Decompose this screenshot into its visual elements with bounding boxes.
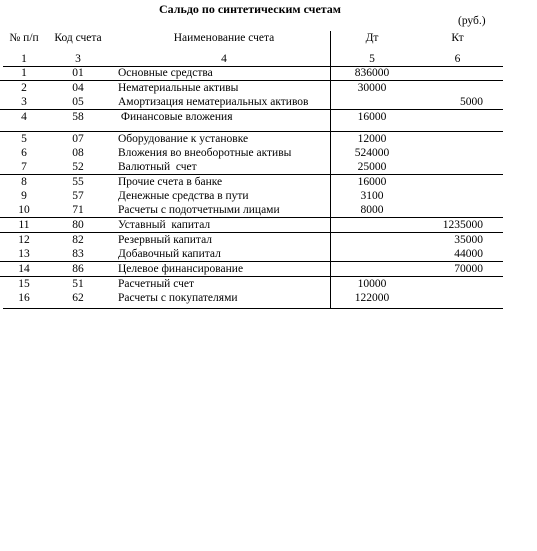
table-header-row: [0, 31, 503, 45]
cell-code: 57: [72, 190, 84, 202]
table-row: [0, 189, 503, 203]
cell-name: Расчетный счет: [118, 278, 194, 290]
cell-code: 51: [72, 278, 84, 290]
cell-n: 12: [18, 234, 30, 246]
cell-dt: 16000: [357, 176, 387, 188]
cell-code: 52: [72, 161, 84, 173]
table-row: [0, 247, 503, 261]
page-title: Сальдо по синтетическим счетам: [159, 2, 341, 16]
unit-label: (руб.): [458, 15, 486, 27]
cell-n: 6: [21, 147, 27, 159]
cell-code: 58: [72, 111, 84, 123]
cell-kt: 44000: [454, 248, 483, 260]
cell-dt: 122000: [354, 292, 390, 304]
cell-name: Резервный капитал: [118, 234, 213, 246]
cell-n: 2: [21, 82, 27, 94]
cell-n: 4: [21, 111, 27, 123]
cell-name: Расчеты с подотчетными лицами: [118, 204, 280, 216]
cell-name: Основные средства: [118, 67, 213, 79]
column-number-row: [0, 52, 503, 66]
table-row: [0, 174, 503, 189]
table-row: [0, 95, 503, 109]
cell-name: Оборудование к установке: [118, 133, 249, 145]
cell-code: 83: [72, 248, 84, 260]
cell-name: Вложения во внеоборотные активы: [118, 147, 292, 159]
cell-kt: 5000: [460, 96, 483, 108]
table-bottom-rule: [3, 308, 503, 309]
cell-n: 15: [18, 278, 30, 290]
cell-code: 05: [72, 96, 84, 108]
cell-code: 86: [72, 263, 84, 275]
cell-name: Денежные средства в пути: [118, 190, 249, 202]
header-n: № п/п: [9, 32, 39, 44]
table-row: [0, 291, 503, 305]
header-name: Наименование счета: [173, 32, 275, 44]
table-row: [0, 66, 503, 80]
cell-dt: 3100: [360, 190, 384, 202]
header-code: Код счета: [54, 32, 102, 44]
table-row: [0, 261, 503, 276]
table-row: [0, 203, 503, 217]
cell-name: Добавочный капитал: [118, 248, 221, 260]
table-row: [0, 131, 503, 146]
cell-dt: 524000: [354, 147, 390, 159]
cell-kt: 70000: [454, 263, 483, 275]
cell-n: 9: [21, 190, 27, 202]
cell-code: 80: [72, 219, 84, 231]
cell-code: 82: [72, 234, 84, 246]
cell-name: Прочие счета в банке: [118, 176, 223, 188]
table-body: [0, 66, 503, 305]
cell-n: 13: [18, 248, 30, 260]
cell-n: 5: [21, 133, 27, 145]
colnum-4: 4: [221, 53, 227, 65]
cell-code: 71: [72, 204, 84, 216]
cell-dt: 10000: [357, 278, 387, 290]
cell-code: 01: [72, 67, 84, 79]
table-row: [0, 160, 503, 174]
cell-name: Целевое финансирование: [118, 263, 244, 275]
table-row: [0, 276, 503, 291]
colnum-5: 5: [369, 53, 375, 65]
cell-dt: 16000: [357, 111, 387, 123]
cell-code: 08: [72, 147, 84, 159]
table-row: [0, 217, 503, 232]
header-kt: Кт: [451, 32, 464, 44]
cell-dt: 25000: [357, 161, 387, 173]
cell-dt: 836000: [354, 67, 390, 79]
cell-name: Финансовые вложения: [118, 111, 233, 123]
colnum-1: 1: [21, 53, 27, 65]
cell-kt: 35000: [454, 234, 483, 246]
cell-n: 8: [21, 176, 27, 188]
cell-dt: 30000: [357, 82, 387, 94]
cell-dt: 8000: [360, 204, 384, 216]
cell-n: 7: [21, 161, 27, 173]
cell-name: Уставный капитал: [118, 219, 211, 231]
cell-n: 1: [21, 67, 27, 79]
cell-name: Валютный счет: [118, 161, 197, 173]
table-row: [0, 146, 503, 160]
cell-n: 14: [18, 263, 30, 275]
cell-name: Амортизация нематериальных активов: [118, 96, 309, 108]
cell-code: 55: [72, 176, 84, 188]
cell-n: 11: [18, 219, 30, 231]
table-row: [0, 232, 503, 247]
cell-name: Расчеты с покупателями: [118, 292, 238, 304]
cell-name: Нематериальные активы: [118, 82, 239, 94]
cell-kt: 1235000: [442, 219, 483, 231]
cell-n: 3: [21, 96, 27, 108]
cell-dt: 12000: [357, 133, 387, 145]
cell-n: 10: [18, 204, 30, 216]
cell-code: 04: [72, 82, 84, 94]
table-row: [0, 80, 503, 95]
colnum-6: 6: [454, 53, 461, 65]
colnum-3: 3: [75, 53, 81, 65]
table-row: [0, 109, 503, 131]
header-dt: Дт: [365, 32, 379, 44]
cell-code: 62: [72, 292, 84, 304]
cell-n: 16: [18, 292, 30, 304]
cell-code: 07: [72, 133, 84, 145]
